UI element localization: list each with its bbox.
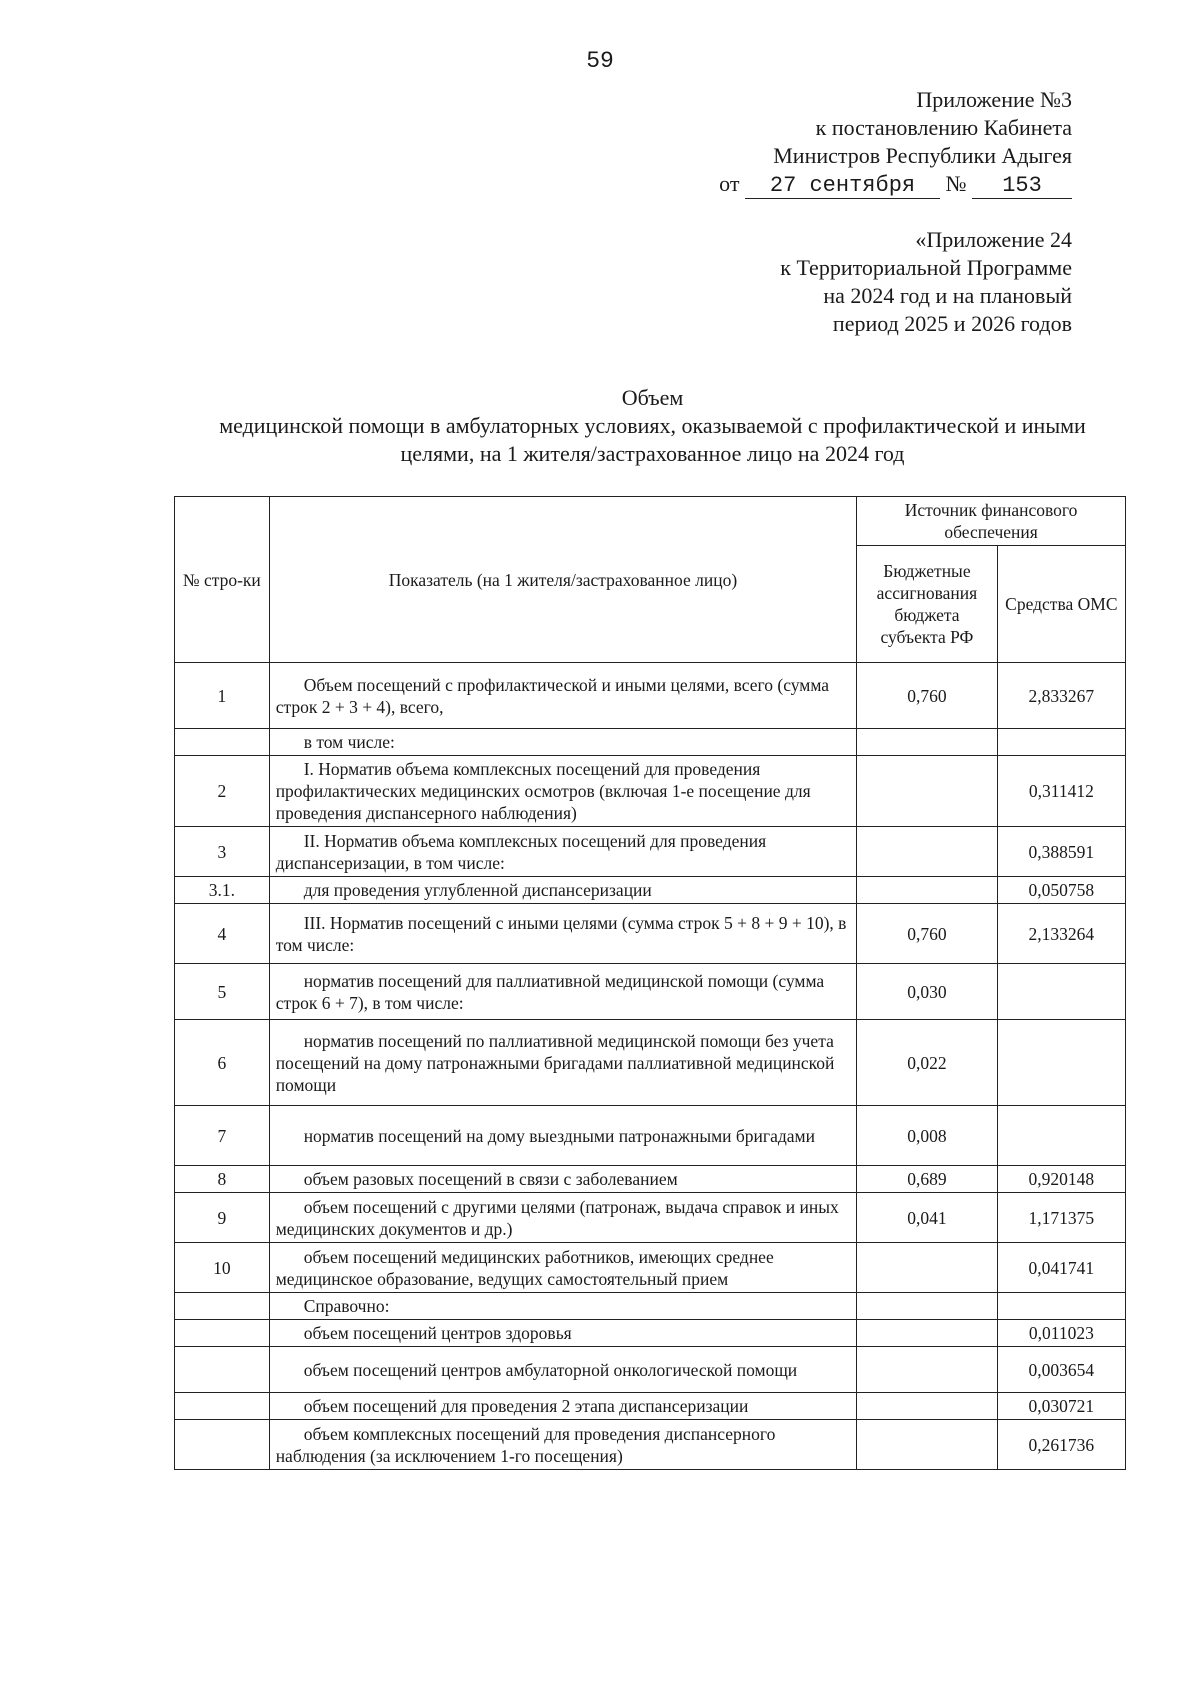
oms-value-cell: 0,920148 [997, 1166, 1125, 1193]
appendix-24-line: на 2024 год и на плановый [823, 283, 1072, 308]
table-row [175, 1106, 1126, 1166]
header-row-number: № стро-ки [175, 497, 270, 663]
budget-value-cell [857, 877, 998, 904]
header-indicator: Показатель (на 1 жителя/застрахованное лицо) [269, 497, 857, 663]
from-label: от [719, 171, 740, 196]
oms-value-cell: 0,030721 [997, 1393, 1125, 1420]
row-number-cell: 10 [175, 1243, 270, 1293]
budget-value-cell: 0,041 [857, 1193, 998, 1243]
volume-table [174, 496, 1126, 1470]
budget-value-cell [857, 729, 998, 756]
indicator-cell: норматив посещений на дому выездными патронажными бригадами [269, 1106, 857, 1166]
indicator-cell: II. Норматив объема комплексных посещений для проведения диспансеризации, в том числе: [269, 827, 857, 877]
indicator-cell: в том числе: [269, 729, 857, 756]
table-row [175, 1166, 1126, 1193]
indicator-cell: Объем посещений с профилактической и иными целями, всего (сумма строк 2 + 3 + 4), всего, [269, 663, 857, 729]
title-line: Объем [621, 385, 684, 410]
oms-value-cell: 0,050758 [997, 877, 1125, 904]
oms-value-cell [997, 1020, 1125, 1106]
indicator-cell: Справочно: [269, 1293, 857, 1320]
header-source: Источник финансового обеспечения [857, 497, 1126, 546]
header-oms: Средства ОМС [997, 546, 1125, 663]
row-number-cell: 4 [175, 904, 270, 964]
row-number-cell: 3 [175, 827, 270, 877]
budget-value-cell: 0,008 [857, 1106, 998, 1166]
title-line: медицинской помощи в амбулаторных условиях, оказываемой с профилактической и иными [219, 413, 1086, 438]
table-row [175, 1293, 1126, 1320]
appendix-header [719, 86, 1072, 199]
table-row [175, 964, 1126, 1020]
oms-value-cell: 0,311412 [997, 756, 1125, 827]
appendix-24-line: «Приложение 24 [915, 227, 1072, 252]
indicator-cell: объем посещений с другими целями (патронаж, выдача справок и иных медицинских документов и др.) [269, 1193, 857, 1243]
oms-value-cell: 0,041741 [997, 1243, 1125, 1293]
budget-value-cell [857, 1347, 998, 1393]
oms-value-cell: 0,261736 [997, 1420, 1125, 1470]
table-row [175, 1420, 1126, 1470]
header-budget: Бюджетные ассигнования бюджета субъекта РФ [857, 546, 998, 663]
indicator-cell: объем комплексных посещений для проведения диспансерного наблюдения (за исключением 1-го посещения) [269, 1420, 857, 1470]
appendix-24-line: период 2025 и 2026 годов [832, 311, 1072, 336]
oms-value-cell: 1,171375 [997, 1193, 1125, 1243]
table-row [175, 1243, 1126, 1293]
appendix-line: к постановлению Кабинета [815, 115, 1072, 140]
budget-value-cell [857, 1243, 998, 1293]
indicator-cell: объем посещений центров здоровья [269, 1320, 857, 1347]
budget-value-cell [857, 1320, 998, 1347]
budget-value-cell [857, 1393, 998, 1420]
row-number-cell: 7 [175, 1106, 270, 1166]
oms-value-cell [997, 964, 1125, 1020]
row-number-cell: 2 [175, 756, 270, 827]
appendix-24-line: к Территориальной Программе [780, 255, 1072, 280]
budget-value-cell: 0,030 [857, 964, 998, 1020]
indicator-cell: объем посещений медицинских работников, имеющих среднее медицинское образование, ведущих самостоятельный прием [269, 1243, 857, 1293]
oms-value-cell: 0,011023 [997, 1320, 1125, 1347]
budget-value-cell: 0,022 [857, 1020, 998, 1106]
table-row [175, 756, 1126, 827]
row-number-cell: 9 [175, 1193, 270, 1243]
row-number-cell: 1 [175, 663, 270, 729]
row-number-cell [175, 1293, 270, 1320]
oms-value-cell [997, 729, 1125, 756]
table-row [175, 663, 1126, 729]
table-row [175, 827, 1126, 877]
appendix-24-header [780, 226, 1072, 338]
budget-value-cell: 0,760 [857, 904, 998, 964]
indicator-cell: норматив посещений для паллиативной медицинской помощи (сумма строк 6 + 7), в том числе: [269, 964, 857, 1020]
indicator-cell: I. Норматив объема комплексных посещений для проведения профилактических медицинских осмотров (включая 1-е посещение для проведения диспансерного наблюдения) [269, 756, 857, 827]
decree-date: 27 сентября [745, 174, 940, 199]
row-number-cell: 5 [175, 964, 270, 1020]
budget-value-cell [857, 756, 998, 827]
oms-value-cell: 0,388591 [997, 827, 1125, 877]
table-row [175, 877, 1126, 904]
oms-value-cell [997, 1106, 1125, 1166]
table-row [175, 1347, 1126, 1393]
title-line: целями, на 1 жителя/застрахованное лицо на 2024 год [400, 441, 905, 466]
budget-value-cell [857, 827, 998, 877]
row-number-cell: 3.1. [175, 877, 270, 904]
indicator-cell: для проведения углубленной диспансеризации [269, 877, 857, 904]
number-label: № [945, 171, 967, 196]
row-number-cell [175, 1420, 270, 1470]
table-row [175, 904, 1126, 964]
indicator-cell: объем посещений центров амбулаторной онкологической помощи [269, 1347, 857, 1393]
table-row [175, 1020, 1126, 1106]
indicator-cell: объем разовых посещений в связи с заболеванием [269, 1166, 857, 1193]
table-row [175, 1393, 1126, 1420]
table-row [175, 1193, 1126, 1243]
decree-number: 153 [972, 174, 1072, 199]
row-number-cell [175, 729, 270, 756]
budget-value-cell [857, 1420, 998, 1470]
page-number: 59 [586, 48, 614, 74]
budget-value-cell: 0,760 [857, 663, 998, 729]
table-row [175, 729, 1126, 756]
oms-value-cell: 2,133264 [997, 904, 1125, 964]
decree-line [719, 170, 1072, 199]
table-body [175, 663, 1126, 1470]
appendix-line: Приложение №3 [916, 87, 1072, 112]
row-number-cell [175, 1393, 270, 1420]
indicator-cell: III. Норматив посещений с иными целями (сумма строк 5 + 8 + 9 + 10), в том числе: [269, 904, 857, 964]
row-number-cell [175, 1320, 270, 1347]
document-title [160, 384, 1145, 468]
oms-value-cell [997, 1293, 1125, 1320]
oms-value-cell: 2,833267 [997, 663, 1125, 729]
row-number-cell [175, 1347, 270, 1393]
budget-value-cell [857, 1293, 998, 1320]
budget-value-cell: 0,689 [857, 1166, 998, 1193]
indicator-cell: объем посещений для проведения 2 этапа диспансеризации [269, 1393, 857, 1420]
indicator-cell: норматив посещений по паллиативной медицинской помощи без учета посещений на дому патронажными бригадами паллиативной медицинской помощи [269, 1020, 857, 1106]
appendix-line: Министров Республики Адыгея [773, 143, 1072, 168]
table-row [175, 1320, 1126, 1347]
oms-value-cell: 0,003654 [997, 1347, 1125, 1393]
row-number-cell: 8 [175, 1166, 270, 1193]
row-number-cell: 6 [175, 1020, 270, 1106]
